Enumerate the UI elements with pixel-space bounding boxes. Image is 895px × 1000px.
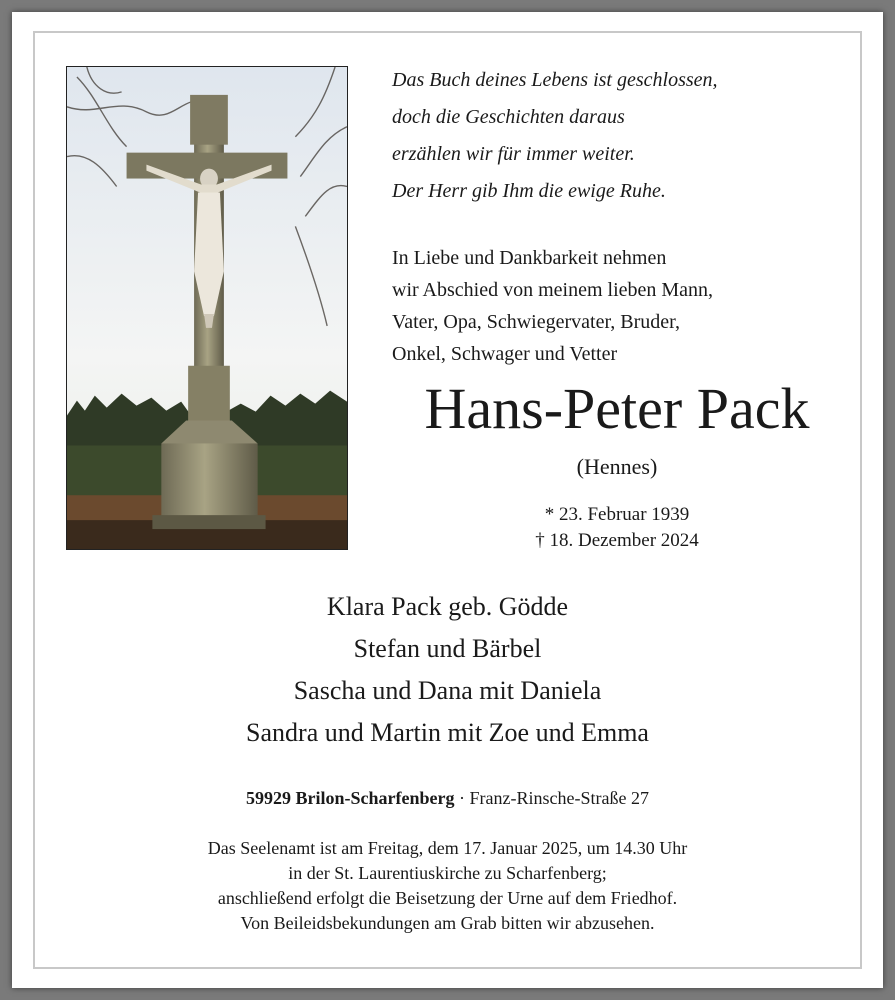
family-address — [52, 785, 843, 811]
intro-line: In Liebe und Dankbarkeit nehmen — [392, 247, 667, 269]
wayside-cross-icon — [67, 67, 347, 549]
obituary-card — [12, 12, 883, 988]
service-line: anschließend erfolgt die Beisetzung der Urne auf dem Friedhof. — [217, 888, 678, 908]
quote-line: Das Buch deines Lebens ist geschlossen, — [392, 69, 718, 91]
service-info — [52, 836, 843, 936]
mourners-list — [52, 586, 843, 754]
address-street: Franz-Rinsche-Straße 27 — [469, 788, 649, 808]
quote-line: doch die Geschichten daraus — [392, 106, 625, 128]
quote-verse — [392, 62, 852, 210]
intro-line: wir Abschied von meinem lieben Mann, — [392, 279, 714, 301]
intro-line: Vater, Opa, Schwiegervater, Bruder, — [392, 311, 681, 333]
address-separator: · — [454, 788, 470, 808]
quote-line: Der Herr gib Ihm die ewige Ruhe. — [392, 180, 666, 202]
birth-date: * 23. Februar 1939 — [544, 504, 690, 525]
death-date: † 18. Dezember 2024 — [535, 530, 699, 551]
farewell-intro — [392, 242, 852, 370]
mourner: Sandra und Martin mit Zoe und Emma — [246, 718, 649, 747]
quote-line: erzählen wir für immer weiter. — [392, 143, 635, 165]
mourner: Sascha und Dana mit Daniela — [293, 676, 602, 705]
deceased-name: Hans-Peter Pack — [424, 376, 810, 441]
mourner: Klara Pack geb. Gödde — [326, 592, 569, 621]
crucifix-photo — [66, 66, 348, 550]
address-city: 59929 Brilon-Scharfenberg — [246, 788, 455, 808]
intro-line: Onkel, Schwager und Vetter — [392, 343, 618, 365]
service-line: Von Beileidsbekundungen am Grab bitten wir abzusehen. — [240, 913, 655, 933]
life-dates — [392, 502, 842, 554]
mourner: Stefan und Bärbel — [353, 634, 542, 663]
service-line: in der St. Laurentiuskirche zu Scharfenberg; — [288, 863, 607, 883]
service-line: Das Seelenamt ist am Freitag, dem 17. Januar 2025, um 14.30 Uhr — [207, 838, 688, 858]
deceased-nickname: (Hennes) — [576, 454, 658, 479]
